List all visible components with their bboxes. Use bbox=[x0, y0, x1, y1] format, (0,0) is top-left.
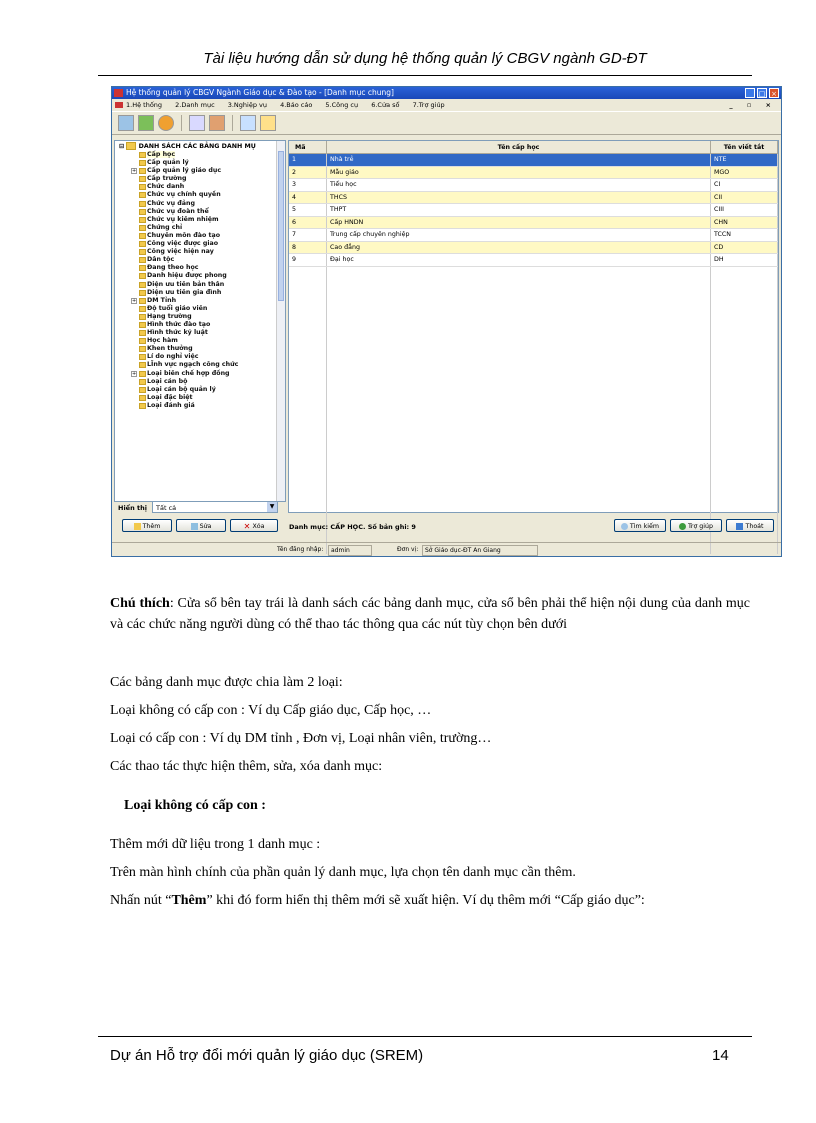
empty-cell bbox=[289, 485, 327, 497]
empty-cell bbox=[327, 301, 711, 313]
chevron-down-icon[interactable]: ▼ bbox=[267, 502, 277, 512]
empty-cell bbox=[327, 497, 711, 509]
folder-icon bbox=[139, 322, 146, 328]
monitor-icon[interactable] bbox=[118, 115, 134, 131]
paragraph-1: Các bảng danh mục được chia làm 2 loại: bbox=[110, 675, 343, 690]
tree-item[interactable] bbox=[115, 361, 238, 369]
empty-cell bbox=[327, 370, 711, 382]
tree-item[interactable] bbox=[115, 313, 238, 321]
tree-item[interactable] bbox=[115, 216, 238, 224]
folder-icon bbox=[139, 298, 146, 304]
empty-cell bbox=[289, 462, 327, 474]
expand-icon[interactable]: + bbox=[132, 168, 137, 175]
empty-cell bbox=[289, 347, 327, 359]
tree-item-label: Cấp quản lý bbox=[147, 159, 189, 167]
section-heading: Loại không có cấp con : bbox=[124, 798, 266, 813]
cell-tat: NTE bbox=[711, 154, 778, 167]
page-number: 14 bbox=[712, 1047, 729, 1064]
folder-icon bbox=[139, 290, 146, 296]
menu-app-icon bbox=[115, 102, 123, 108]
cell-ten: Trung cấp chuyên nghiệp bbox=[327, 229, 711, 242]
tree-item-label: Diện ưu tiên gia đình bbox=[147, 288, 222, 296]
footer-divider bbox=[98, 1036, 752, 1037]
chart-icon[interactable] bbox=[138, 115, 154, 131]
paragraph-6: Trên màn hình chính của phần quản lý danh mục, lựa chọn tên danh mục cần thêm. bbox=[110, 865, 576, 880]
bottom-action-bar bbox=[112, 515, 781, 537]
empty-row bbox=[289, 439, 778, 451]
empty-cell bbox=[711, 382, 778, 394]
cell-ten: Cấp HNDN bbox=[327, 216, 711, 229]
tree-root[interactable]: ⊟ DANH SÁCH CÁC BẢNG DANH MỤ bbox=[119, 143, 256, 150]
tree-item[interactable] bbox=[115, 159, 238, 167]
refresh-icon[interactable] bbox=[158, 115, 174, 131]
folder-icon bbox=[139, 257, 146, 263]
caption-text: : Cửa sổ bên tay trái là danh sách các bảng danh mục, cửa sổ bên phải thể hiện nội dung của danh mục và các chức năng người dùng có thể thao tác thông qua các nút tùy chọn bên dưới bbox=[110, 596, 750, 632]
folder-icon bbox=[139, 354, 146, 360]
tree-item-label: Chức vụ kiêm nhiệm bbox=[147, 215, 219, 223]
empty-cell bbox=[711, 451, 778, 463]
cell-ma: 9 bbox=[289, 254, 327, 267]
tree-item[interactable] bbox=[115, 297, 238, 305]
login-label: Tên đăng nhập: bbox=[277, 546, 324, 553]
tree-item[interactable] bbox=[115, 256, 238, 264]
empty-cell bbox=[327, 278, 711, 290]
tree-root-label: DANH SÁCH CÁC BẢNG DANH MỤ bbox=[138, 143, 256, 150]
tree-item[interactable] bbox=[115, 321, 238, 329]
empty-cell bbox=[327, 336, 711, 348]
empty-cell bbox=[711, 485, 778, 497]
category-tree bbox=[115, 151, 238, 410]
empty-cell bbox=[289, 393, 327, 405]
folder-icon bbox=[139, 306, 146, 312]
tree-item[interactable] bbox=[115, 191, 238, 199]
empty-cell bbox=[289, 266, 327, 278]
empty-cell bbox=[289, 497, 327, 509]
folder-icon bbox=[139, 338, 146, 344]
header-divider bbox=[98, 75, 752, 76]
empty-cell bbox=[327, 266, 711, 278]
empty-cell bbox=[711, 336, 778, 348]
pencil-icon bbox=[191, 523, 198, 530]
tree-item[interactable] bbox=[115, 378, 238, 386]
menu-item-danh-muc[interactable]: 2.Danh mục bbox=[175, 101, 215, 109]
tree-item-label: Chức vụ đoàn thể bbox=[147, 207, 209, 215]
paragraph-7: Nhấn nút “Thêm” khi đó form hiển thị thêm mới sẽ xuất hiện. Ví dụ thêm mới “Cấp giáo dục”: bbox=[110, 893, 645, 908]
empty-cell bbox=[711, 462, 778, 474]
empty-row bbox=[289, 451, 778, 463]
folder-icon bbox=[139, 265, 146, 271]
folder-icon bbox=[139, 152, 146, 158]
cell-tat: CHN bbox=[711, 216, 778, 229]
empty-cell bbox=[711, 313, 778, 325]
tree-item-label: Cấp học bbox=[147, 151, 176, 158]
menu-item-cong-cu[interactable]: 5.Công cụ bbox=[325, 101, 359, 109]
cell-ten: Nhà trẻ bbox=[327, 154, 711, 167]
edit-button[interactable]: Sửa bbox=[176, 519, 226, 532]
empty-cell bbox=[289, 474, 327, 486]
page-footer: Dự án Hỗ trợ đổi mới quản lý giáo dục (SREM) bbox=[110, 1047, 424, 1064]
empty-row bbox=[289, 290, 778, 302]
table-row[interactable] bbox=[289, 191, 778, 204]
folder-icon bbox=[139, 233, 146, 239]
window-title: Hệ thống quản lý CBGV Ngành Giáo dục & Đào tạo - [Danh mục chung] bbox=[126, 88, 394, 97]
empty-cell bbox=[289, 336, 327, 348]
tree-item[interactable] bbox=[115, 272, 238, 280]
hien-thi-value: Tất cả bbox=[156, 504, 177, 512]
folder-icon bbox=[139, 330, 146, 336]
folder-icon bbox=[139, 395, 146, 401]
tree-item-label: LĨnh vực ngạch công chức bbox=[147, 361, 239, 369]
empty-cell bbox=[711, 416, 778, 428]
add-icon bbox=[134, 523, 141, 530]
empty-cell bbox=[711, 370, 778, 382]
hien-thi-select[interactable] bbox=[152, 501, 278, 513]
empty-cell bbox=[711, 439, 778, 451]
tree-item-label: Loại đặc biệt bbox=[147, 393, 193, 401]
cell-ten: Cao đẳng bbox=[327, 241, 711, 254]
empty-cell bbox=[327, 324, 711, 336]
tree-item[interactable] bbox=[115, 281, 238, 289]
tree-item[interactable] bbox=[115, 402, 238, 410]
empty-cell bbox=[711, 474, 778, 486]
tree-item-label: Cấp trường bbox=[147, 175, 187, 183]
folder-icon bbox=[139, 209, 146, 215]
tree-item[interactable] bbox=[115, 232, 238, 240]
page-header: Tài liệu hướng dẫn sử dụng hệ thống quản lý CBGV ngành GD-ĐT bbox=[203, 50, 647, 67]
tree-item[interactable] bbox=[115, 151, 238, 159]
empty-row bbox=[289, 313, 778, 325]
paragraph-5: Thêm mới dữ liệu trong 1 danh mục : bbox=[110, 837, 321, 852]
menu-item-cua-so[interactable]: 6.Cửa sổ bbox=[371, 101, 400, 109]
app-icon bbox=[114, 89, 123, 97]
cell-tat: DH bbox=[711, 254, 778, 267]
folder-icon bbox=[139, 346, 146, 352]
empty-cell bbox=[711, 266, 778, 278]
tree-item-label: Công việc được giao bbox=[147, 240, 219, 248]
menu-item-bao-cao[interactable]: 4.Báo cáo bbox=[280, 101, 313, 109]
cell-ma: 2 bbox=[289, 166, 327, 179]
empty-row bbox=[289, 497, 778, 509]
tree-item[interactable] bbox=[115, 200, 238, 208]
empty-cell bbox=[327, 359, 711, 371]
tree-item[interactable] bbox=[115, 305, 238, 313]
help-icon bbox=[679, 523, 686, 530]
folder-icon bbox=[139, 217, 146, 223]
mdi-controls[interactable]: _ ▫ × bbox=[729, 101, 777, 109]
category-tree-panel bbox=[114, 140, 286, 502]
data-grid bbox=[288, 140, 779, 513]
tree-item-label: Hình thức đào tạo bbox=[147, 320, 211, 328]
folder-icon bbox=[139, 379, 146, 385]
cell-ten: Tiểu học bbox=[327, 179, 711, 192]
window-titlebar bbox=[112, 87, 781, 99]
table-row[interactable] bbox=[289, 241, 778, 254]
empty-cell bbox=[327, 416, 711, 428]
folder-icon bbox=[139, 314, 146, 320]
tree-item-label: Dân tộc bbox=[147, 256, 175, 264]
category-summary: Danh mục: CẤP HỌC. Số bản ghi: 9 bbox=[289, 523, 416, 531]
tree-item-label: DM Tỉnh bbox=[147, 296, 177, 304]
tree-item[interactable] bbox=[115, 240, 238, 248]
cell-ten: Đại học bbox=[327, 254, 711, 267]
empty-row bbox=[289, 485, 778, 497]
tree-item[interactable] bbox=[115, 386, 238, 394]
exit-button[interactable]: Thoát bbox=[726, 519, 774, 532]
tree-item[interactable] bbox=[115, 394, 238, 402]
folder-icon bbox=[139, 403, 146, 409]
folder-icon bbox=[139, 273, 146, 279]
tree-item-label: Loại biên chế hợp đồng bbox=[147, 369, 230, 377]
cell-ma: 1 bbox=[289, 154, 327, 167]
table-row[interactable] bbox=[289, 179, 778, 192]
empty-cell bbox=[289, 359, 327, 371]
search-icon bbox=[621, 523, 628, 530]
empty-row bbox=[289, 405, 778, 417]
tree-item-label: Học hàm bbox=[147, 337, 178, 345]
empty-row bbox=[289, 301, 778, 313]
paragraph-4: Các thao tác thực hiện thêm, sửa, xóa danh mục: bbox=[110, 759, 383, 774]
paragraph-2: Loại không có cấp con : Ví dụ Cấp giáo dục, Cấp học, … bbox=[110, 703, 432, 718]
empty-cell bbox=[289, 290, 327, 302]
tree-item-label: Diện ưu tiên bản thân bbox=[147, 280, 225, 288]
cell-tat: MGO bbox=[711, 166, 778, 179]
tree-item-label: Lí do nghỉ việc bbox=[147, 353, 199, 361]
tree-item-label: Chức vụ đảng bbox=[147, 199, 196, 207]
table-row[interactable] bbox=[289, 166, 778, 179]
empty-cell bbox=[327, 290, 711, 302]
cell-tat: CD bbox=[711, 241, 778, 254]
folder-icon bbox=[126, 142, 136, 150]
close-icon[interactable]: × bbox=[769, 88, 779, 98]
empty-cell bbox=[711, 278, 778, 290]
empty-row bbox=[289, 416, 778, 428]
folder-icon bbox=[139, 176, 146, 182]
tree-item[interactable] bbox=[115, 208, 238, 216]
tree-scrollbar[interactable] bbox=[276, 141, 285, 501]
tree-item[interactable] bbox=[115, 329, 238, 337]
empty-row bbox=[289, 359, 778, 371]
tree-item-label: Loại cán bộ bbox=[147, 377, 188, 385]
empty-row bbox=[289, 428, 778, 440]
empty-cell bbox=[711, 359, 778, 371]
paragraph-3: Loại có cấp con : Ví dụ DM tỉnh , Đơn vị, Loại nhân viên, trường… bbox=[110, 731, 492, 746]
empty-cell bbox=[711, 405, 778, 417]
search-button[interactable]: Tìm kiếm bbox=[614, 519, 666, 532]
exit-icon bbox=[736, 523, 743, 530]
empty-cell bbox=[289, 428, 327, 440]
empty-row bbox=[289, 474, 778, 486]
cell-ten: THPT bbox=[327, 204, 711, 217]
empty-cell bbox=[327, 405, 711, 417]
empty-row bbox=[289, 266, 778, 278]
cell-ma: 3 bbox=[289, 179, 327, 192]
empty-cell bbox=[289, 278, 327, 290]
folder-icon bbox=[139, 362, 146, 368]
empty-row bbox=[289, 370, 778, 382]
users-icon[interactable] bbox=[209, 115, 225, 131]
table-row[interactable] bbox=[289, 254, 778, 267]
tree-item[interactable] bbox=[115, 289, 238, 297]
folder-icon bbox=[139, 201, 146, 207]
minimize-icon[interactable]: _ bbox=[745, 88, 755, 98]
donvi-label: Đơn vị: bbox=[397, 546, 419, 553]
empty-cell bbox=[327, 393, 711, 405]
table-row[interactable] bbox=[289, 154, 778, 167]
tree-item-label: Đang theo học bbox=[147, 264, 199, 272]
document-icon[interactable] bbox=[189, 115, 205, 131]
tree-item-label: Cấp quản lý giáo dục bbox=[147, 167, 222, 175]
tree-item-label: Hạng trường bbox=[147, 312, 192, 320]
folder-icon bbox=[139, 168, 146, 174]
tree-item-label: Công việc hiện nay bbox=[147, 248, 214, 256]
empty-cell bbox=[711, 290, 778, 302]
delete-button[interactable]: ✕ Xóa bbox=[230, 519, 278, 532]
cell-tat: CIII bbox=[711, 204, 778, 217]
folder-icon bbox=[139, 160, 146, 166]
empty-row bbox=[289, 324, 778, 336]
help-button[interactable]: Trợ giúp bbox=[670, 519, 722, 532]
column-header-ten-cap-hoc[interactable]: Tên cấp học bbox=[327, 141, 711, 154]
caption-bold: Chú thích bbox=[110, 596, 170, 611]
table-row[interactable] bbox=[289, 216, 778, 229]
delete-icon: ✕ bbox=[243, 521, 251, 531]
maximize-icon[interactable]: □ bbox=[758, 90, 766, 98]
cell-ten: THCS bbox=[327, 191, 711, 204]
cell-ma: 6 bbox=[289, 216, 327, 229]
tree-item-label: Loại đánh giá bbox=[147, 401, 195, 409]
table-row[interactable] bbox=[289, 204, 778, 217]
scrollbar-thumb[interactable] bbox=[278, 151, 284, 301]
empty-row bbox=[289, 347, 778, 359]
cell-tat: CII bbox=[711, 191, 778, 204]
empty-cell bbox=[327, 485, 711, 497]
empty-cell bbox=[711, 393, 778, 405]
cell-ma: 4 bbox=[289, 191, 327, 204]
empty-cell bbox=[289, 324, 327, 336]
empty-cell bbox=[327, 313, 711, 325]
add-button[interactable]: Thêm bbox=[122, 519, 172, 532]
empty-cell bbox=[711, 347, 778, 359]
toolbar bbox=[112, 111, 781, 135]
empty-row bbox=[289, 462, 778, 474]
app-window-screenshot bbox=[111, 86, 782, 557]
empty-cell bbox=[289, 301, 327, 313]
tree-item-label: Độ tuổi giáo viên bbox=[147, 304, 208, 312]
empty-cell bbox=[289, 439, 327, 451]
cell-tat: CI bbox=[711, 179, 778, 192]
folder-icon bbox=[139, 387, 146, 393]
empty-cell bbox=[711, 497, 778, 509]
login-value: admin bbox=[328, 545, 372, 556]
folder-icon bbox=[139, 371, 146, 377]
toolbar-separator bbox=[232, 115, 233, 131]
empty-row bbox=[289, 278, 778, 290]
hien-thi-label: Hiển thị bbox=[118, 504, 147, 512]
tree-item[interactable] bbox=[115, 224, 238, 232]
empty-cell bbox=[289, 451, 327, 463]
empty-row bbox=[289, 382, 778, 394]
empty-cell bbox=[711, 428, 778, 440]
menu-bar bbox=[112, 99, 781, 111]
grid-icon[interactable] bbox=[260, 115, 276, 131]
column-header-ma[interactable]: Mã bbox=[289, 141, 327, 154]
tree-item-label: Chức vụ chính quyền bbox=[147, 191, 221, 199]
tree-item-label: Chức danh bbox=[147, 183, 185, 191]
toolbar-separator bbox=[181, 115, 182, 131]
them-bold: Thêm bbox=[171, 893, 207, 908]
empty-cell bbox=[327, 382, 711, 394]
tree-item-label: Chứng chỉ bbox=[147, 223, 183, 231]
cell-ma: 7 bbox=[289, 229, 327, 242]
empty-cell bbox=[327, 451, 711, 463]
folder-icon bbox=[139, 249, 146, 255]
tree-item-label: Khen thưởng bbox=[147, 345, 193, 353]
empty-cell bbox=[711, 301, 778, 313]
empty-cell bbox=[327, 474, 711, 486]
cell-ten: Mẫu giáo bbox=[327, 166, 711, 179]
empty-row bbox=[289, 393, 778, 405]
caption-paragraph bbox=[110, 593, 750, 635]
empty-cell bbox=[289, 382, 327, 394]
cell-tat: TCCN bbox=[711, 229, 778, 242]
tree-item-label: Danh hiệu được phong bbox=[147, 272, 227, 280]
tree-item-label: Hình thức kỷ luật bbox=[147, 329, 208, 337]
tree-item-label: Loại cán bộ quản lý bbox=[147, 385, 216, 393]
tree-item[interactable] bbox=[115, 248, 238, 256]
menu-item-he-thong[interactable]: 1.Hệ thống bbox=[126, 101, 163, 109]
folder-icon bbox=[139, 192, 146, 198]
cell-ma: 8 bbox=[289, 241, 327, 254]
tree-item-label: Chuyên môn đào tạo bbox=[147, 231, 221, 239]
empty-cell bbox=[289, 405, 327, 417]
folder-icon bbox=[139, 184, 146, 190]
empty-cell bbox=[289, 370, 327, 382]
table-row[interactable] bbox=[289, 229, 778, 242]
empty-cell bbox=[327, 347, 711, 359]
tree-item[interactable] bbox=[115, 370, 238, 378]
donvi-value: Sở Giáo dục-ĐT An Giang bbox=[422, 545, 538, 556]
expand-icon[interactable]: + bbox=[132, 370, 137, 377]
expand-icon[interactable]: + bbox=[132, 297, 137, 304]
menu-item-tro-giup[interactable]: 7.Trợ giúp bbox=[412, 101, 445, 109]
folder-icon bbox=[139, 225, 146, 231]
empty-cell bbox=[327, 428, 711, 440]
empty-row bbox=[289, 336, 778, 348]
column-header-ten-viet-tat[interactable]: Tên viết tắt bbox=[711, 141, 778, 154]
empty-cell bbox=[289, 313, 327, 325]
empty-cell bbox=[327, 462, 711, 474]
cell-ma: 5 bbox=[289, 204, 327, 217]
empty-cell bbox=[711, 324, 778, 336]
edit-icon[interactable] bbox=[240, 115, 256, 131]
empty-cell bbox=[289, 416, 327, 428]
folder-icon bbox=[139, 241, 146, 247]
empty-cell bbox=[327, 439, 711, 451]
status-bar bbox=[112, 542, 781, 556]
folder-icon bbox=[139, 282, 146, 288]
menu-item-nghiep-vu[interactable]: 3.Nghiệp vụ bbox=[227, 101, 268, 109]
